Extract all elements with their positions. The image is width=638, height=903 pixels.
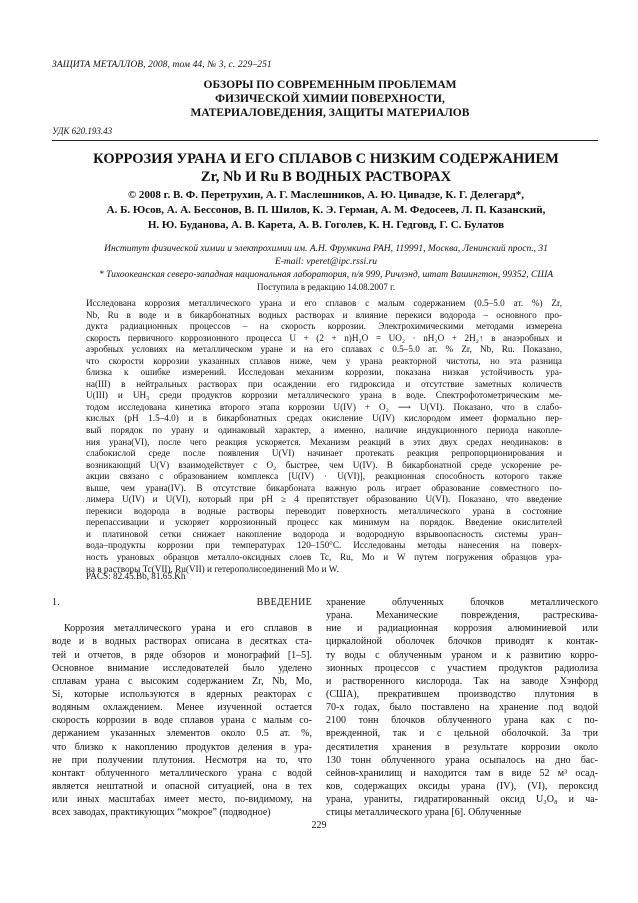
body-text-line: является нештатной и опасной ситуацией, она в тех [52,780,312,792]
section-title-line: ОБЗОРЫ ПО СОВРЕМЕННЫМ ПРОБЛЕМАМ [203,79,457,91]
abstract-line: скорость первичного коррозионного процесса U + (2 + n)H₂O = UO₂ · nH₂O + 2H₂↑ в анаэробных и [86,332,562,343]
author-list [40,188,612,233]
body-column-left [52,596,312,819]
section-title [150,78,510,120]
body-text-line: контакт облученного металлического урана с водой [52,767,312,779]
body-text-line: тей и отчетов, в ряде обзоров и монографий [1–5]. [52,649,312,661]
abstract-line: Исследована коррозия металлического урана и его сплавов с малым содержанием (0.5–5.0 ат. %) Zr, [86,298,562,308]
body-text-line: Основное внимание исследователей было уделено [52,662,312,674]
abstract-line: Nb, Ru в воде и в бикарбонатных водных растворах и влияние перекиси водорода – основного про- [86,309,562,320]
abstract-line: слабокислой среде после появления U(VI) начинает протекать реакция репропорционирования и [86,448,562,459]
abstract [86,298,562,575]
abstract-line: вода–продукты коррозии при температурах 120–150°C. Исследованы методы нанесения на поверх- [86,540,562,551]
body-text-line: хранение облученных блочков металлического [326,597,598,608]
body-text-line: 70-х годах, было поставлено на хранение под водой [326,702,598,714]
body-text-line: урана, ураниты, гидратированный оксид U₃O₈ и ча- [326,794,598,806]
body-text-line: водяным охлаждением. Менее изученной остается [52,702,312,714]
body-text-line: ков, содержащих оксиды урана (IV), (VI), пероксид [326,780,598,792]
pacs-codes: PACS: 82.45.Bb, 81.65.Kh [86,571,186,581]
abstract-line: на(III) в нейтральных растворах при осаждении его гидроксида и отсутствие заметных количеств [86,378,562,389]
body-text-line: ние и радиационная коррозия алюминиевой или [326,623,598,635]
abstract-line: вый порядок по урану и одинаковый характер, а именно, наличие индукционного периода накопле- [86,425,562,436]
header-divider [52,140,598,141]
body-text-line: и растворенного кислорода. Так на заводе Хэнфорд [326,675,598,687]
abstract-line: ность урановых образцов металло-оксидных слоев Tc, Ru, Mo и W путем погружения образцов ура- [86,552,562,563]
body-text-line: или иных масштабах имеет место, по-видимому, на [52,794,312,806]
abstract-line: U(III) и UH₃ среди продуктов коррозии металлического урана в воде. Спектрофотометрическим ме- [86,390,562,401]
body-text-line: Коррозия металлического урана и его сплавов в [64,623,312,635]
abstract-line: аэробных условиях на металлическом уране и на его сплавах с 0.5–5.0 ат. % Zr, Nb, Ru. Показано, [86,344,562,355]
body-text-line: стицы металлического урана [6]. Облученные [326,807,522,819]
body-text-line: не при получении плутония. Несмотря на то, что [52,754,312,766]
abstract-line: и платиновой сетки снижает накопление водорода и водородную взрывоопасность системы уран– [86,528,562,539]
received-date: Поступила в редакцию 14.08.2007 г. [256,282,395,292]
author-line: А. Б. Юсов, А. А. Бессонов, В. П. Шилов, К. Э. Герман, А. М. Федосеев, Л. П. Казанский, [106,204,546,216]
abstract-line: выше, чем урана(IV). В отсутствие бикарбоната важную роль играет образование совместного по- [86,482,562,493]
section-title-line: ФИЗИЧЕСКОЙ ХИМИИ ПОВЕРХНОСТИ, [215,93,445,105]
abstract-line: тодом исследована кинетика второго этапа коррозии U(IV) + O₂ ⟶ U(VI). Показано, что в слабо- [86,401,562,412]
page-number: 229 [311,820,327,831]
section-heading: 1. ВВЕДЕНИЕ [52,597,312,608]
body-text-line: ту воды с облученным ураном и к развитию корро- [326,649,598,661]
article-title-line: Zr, Nb И Ru В ВОДНЫХ РАСТВОРАХ [200,169,452,185]
body-text-line: 2100 тонн блочков облученного урана как с по- [326,715,598,727]
body-text-line: десятилетия хранения в результате коррозии около [326,741,598,753]
affiliation-line: * Тихоокеанская северо-западная национальная лаборатория, п/я 999, Ричлэнд, штат Вашингтон, 99352, США [98,270,554,280]
body-text-line: зионных процессов с участием продуктов радиолиза [326,662,598,674]
blank-line [52,609,312,622]
body-text-line: (США), прекратившем производство плутония в [326,688,598,700]
body-text-line: врежденной, так и с цельной оболочкой. За три [326,728,598,740]
abstract-line: кислых (pH 1.5–4.0) и в бикарбонатных средах окисление U(IV) кислородом имеет формально пер- [86,413,562,424]
abstract-line: перекиси водорода в водные растворы переводит поверхность металлического урана в состояние [86,505,562,516]
journal-header: ЗАЩИТА МЕТАЛЛОВ, 2008, том 44, № 3, с. 229–251 [52,60,272,70]
body-text-line: урана. Механические повреждения, растрескива- [326,610,598,622]
body-text-line: сейнов-хранилищ и находится там в виде 52 м³ осад- [326,767,598,779]
udc-code: УДК 620.193.43 [52,126,113,136]
body-text-line: скорость коррозии в воде сплавов урана с малым со- [52,715,312,727]
author-line: Н. Ю. Буданова, А. В. Карета, А. В. Гоголев, К. Н. Гедговд, Г. С. Булатов [147,219,505,231]
abstract-line: близка к ошибке измерений. Исследован механизм коррозии, показана низкая устойчивость ура- [86,367,562,378]
abstract-line: акции связано с образованием комплекса [U(IV) · U(VI)], реакционная способность которого также [86,471,562,482]
body-text-line: воде и в водных растворах описана в десятках ста- [52,636,312,648]
abstract-line: возникающий U(V) взаимодействует с O₂ быстрее, чем U(IV). В бикарбонатной среде ускорение ре- [86,459,562,470]
author-line: © 2008 г. В. Ф. Перетрухин, А. Г. Маслешников, А. Ю. Цивадзе, К. Г. Делегард*, [127,189,525,201]
affiliations [40,243,612,282]
abstract-line: ния урана(VI), после чего реакция ускоряется. Механизм реакций в этих двух средах неодинаков: в [86,436,562,447]
affiliation-line: Институт физической химии и электрохимии им. А.Н. Фрумкина РАН, 119991, Москва, Ленинский просп., 31 [104,244,548,254]
body-text-line: что близко к накоплению продуктов деления в ура- [52,741,312,753]
body-text-line: держанием указанных элементов около 0.5 ат. %, [52,728,312,740]
abstract-line: на в растворы Tc(VII), Ru(VII) и гетерополисоединений Mo и W. [86,563,339,574]
section-title-line: МАТЕРИАЛОВЕДЕНИЯ, ЗАЩИТЫ МАТЕРИАЛОВ [190,107,470,119]
article-title [40,150,612,186]
body-text-line: циркалойной оболочек блочков приводят к контак- [326,636,598,648]
abstract-line: лимера U(IV) и U(VI), который при pH ≥ 4 препятствует образованию U(VI). Показано, что введение [86,494,562,505]
body-text-line: сплавам урана с высоким содержанием Zr, Nb, Mo, [52,675,312,687]
body-text-line: Si, которые используются в ядерных реакторах с [52,688,312,700]
body-column-right [326,596,598,819]
abstract-line: дукта радиационных процессов – на скорость коррозии. Электрохимическими методами измерена [86,321,562,332]
body-text-line: 130 тонн облученного урана осыпалось на дно бас- [326,754,598,766]
article-title-line: КОРРОЗИЯ УРАНА И ЕГО СПЛАВОВ С НИЗКИМ СОДЕРЖАНИЕМ [93,151,559,167]
abstract-line: что скорости коррозии указанных сплавов ниже, чем у урана реакторной чистоты, но эта разница [86,355,562,366]
body-text-line: всех заводах, практикующих “мокрое” (подводное) [52,807,271,819]
affiliation-email: E-mail: vperet@ipc.rssi.ru [274,257,378,267]
abstract-line: перепассивации и ускоряет коррозионный процесс как минимум на порядок. Введение окислителей [86,517,562,528]
